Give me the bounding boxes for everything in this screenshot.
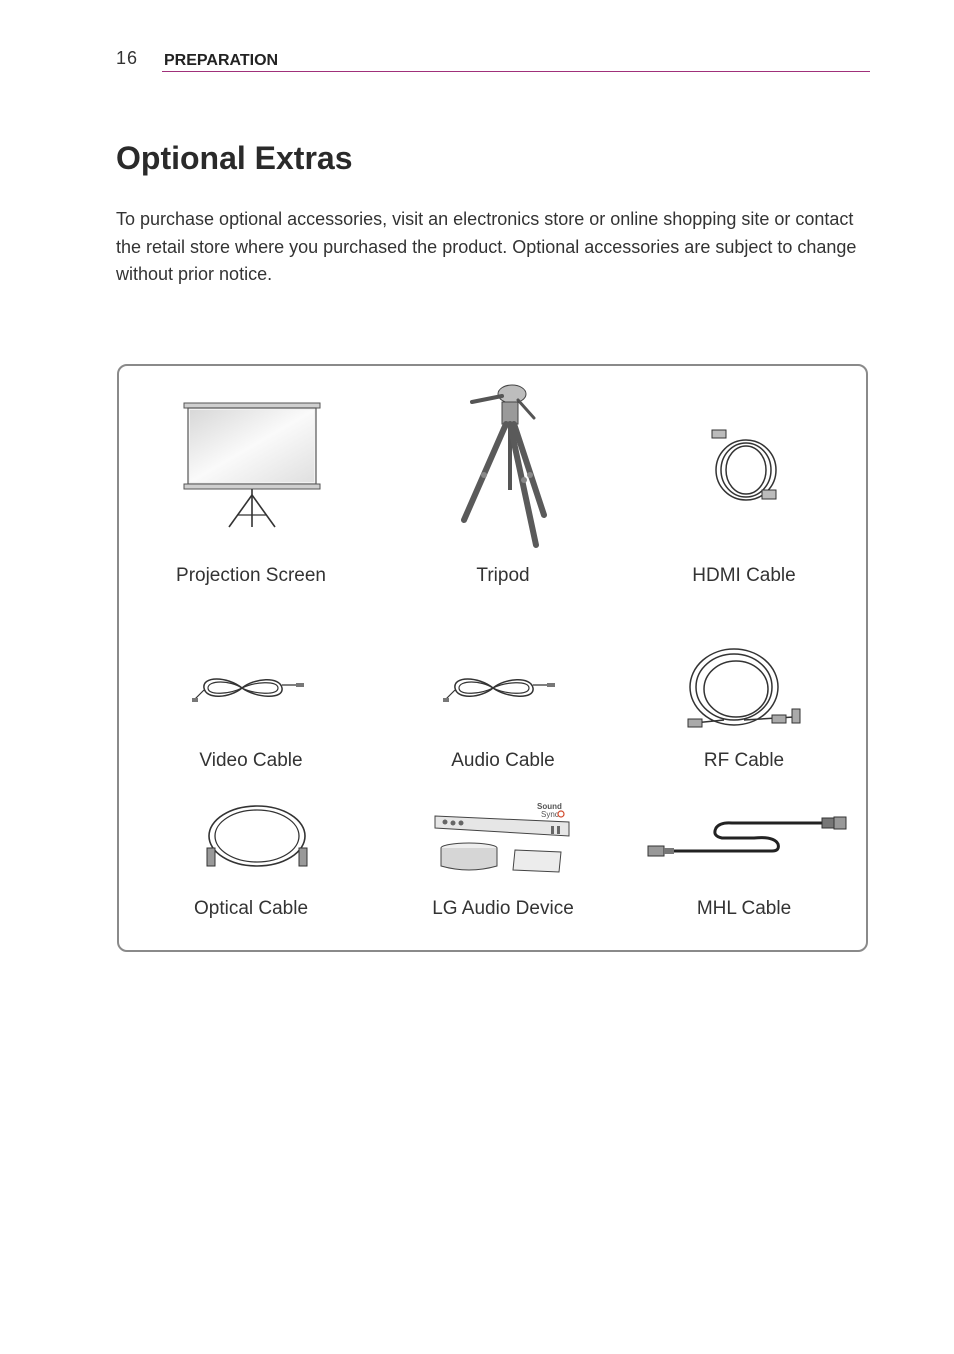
accessory-label: Tripod	[476, 565, 530, 586]
audio-cable-icon	[443, 672, 563, 709]
svg-text:Sound: Sound	[537, 802, 562, 811]
accessory-label: MHL Cable	[696, 898, 792, 919]
section-title: PREPARATION	[164, 52, 279, 69]
accessory-label: RF Cable	[703, 750, 785, 771]
rf-cable-icon	[684, 645, 808, 742]
accessory-label: Projection Screen	[176, 565, 326, 586]
intro-paragraph: To purchase optional accessories, visit an electronics store or online shopping site or contact the retail store where you purchased the product. Optional accessories are subject to change without prior notice.	[116, 209, 857, 284]
page-title: Optional Extras	[116, 140, 353, 176]
hdmi-cable-icon	[706, 426, 786, 511]
accessory-label: LG Audio Device	[432, 898, 574, 919]
accessory-label: Video Cable	[199, 750, 303, 771]
video-cable-icon	[192, 672, 312, 709]
projection-screen-icon	[181, 400, 323, 535]
mhl-cable-icon	[646, 814, 848, 865]
accessory-label: Optical Cable	[193, 898, 309, 919]
optical-cable-icon	[201, 802, 313, 875]
lg-audio-device-icon	[433, 800, 573, 885]
accessory-label: Audio Cable	[451, 750, 555, 771]
tripod-icon	[454, 380, 554, 555]
header-rule	[162, 71, 870, 72]
accessory-label: HDMI Cable	[692, 565, 796, 586]
svg-text:Sync: Sync	[541, 810, 559, 819]
page-header	[116, 46, 870, 72]
page-number: 16	[116, 48, 139, 68]
